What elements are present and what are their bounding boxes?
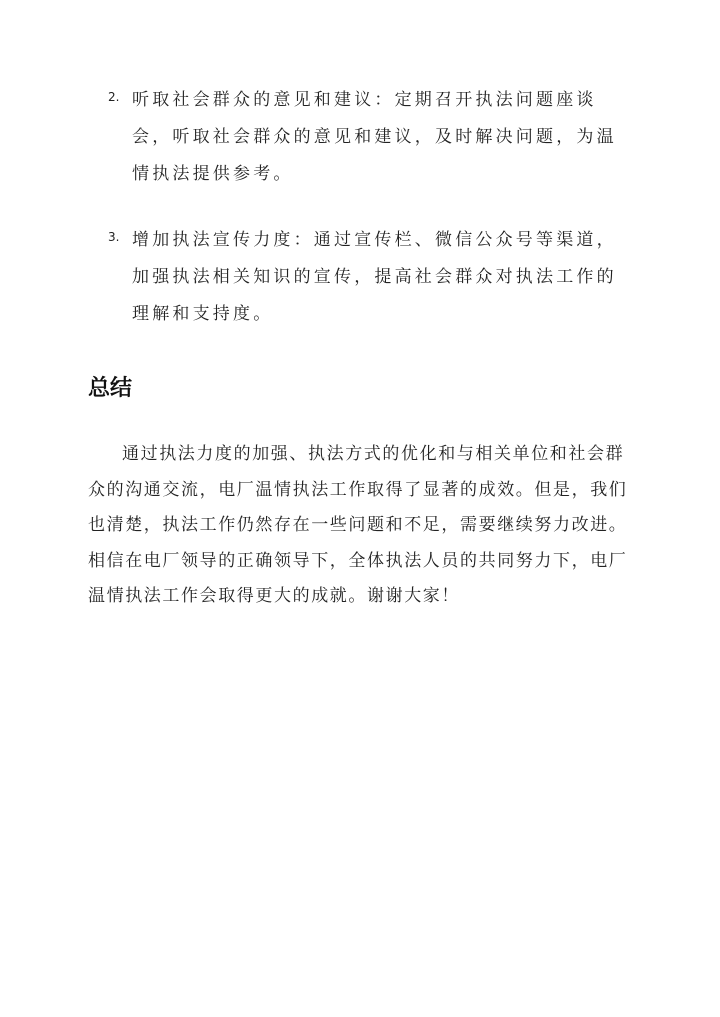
- section-heading: 总结: [88, 375, 133, 401]
- list-item-number: 3.: [108, 230, 120, 244]
- list-item: [88, 222, 628, 333]
- list-item: [88, 82, 628, 193]
- list-item-number: 2.: [108, 90, 120, 104]
- list-item-text: 听取社会群众的意见和建议：定期召开执法问题座谈会，听取社会群众的意见和建议，及时解决问题，为温情执法提供参考。: [132, 90, 617, 184]
- list-item-text: 增加执法宣传力度：通过宣传栏、微信公众号等渠道，加强执法相关知识的宣传，提高社会群众对执法工作的理解和支持度。: [132, 230, 617, 324]
- summary-paragraph: 通过执法力度的加强、执法方式的优化和与相关单位和社会群众的沟通交流，电厂温情执法工作取得了显著的成效。但是，我们也清楚，执法工作仍然存在一些问题和不足，需要继续努力改进。相信在电厂领导的正确领导下，全体执法人员的共同努力下，电厂温情执法工作会取得更大的成就。谢谢大家！: [88, 444, 628, 606]
